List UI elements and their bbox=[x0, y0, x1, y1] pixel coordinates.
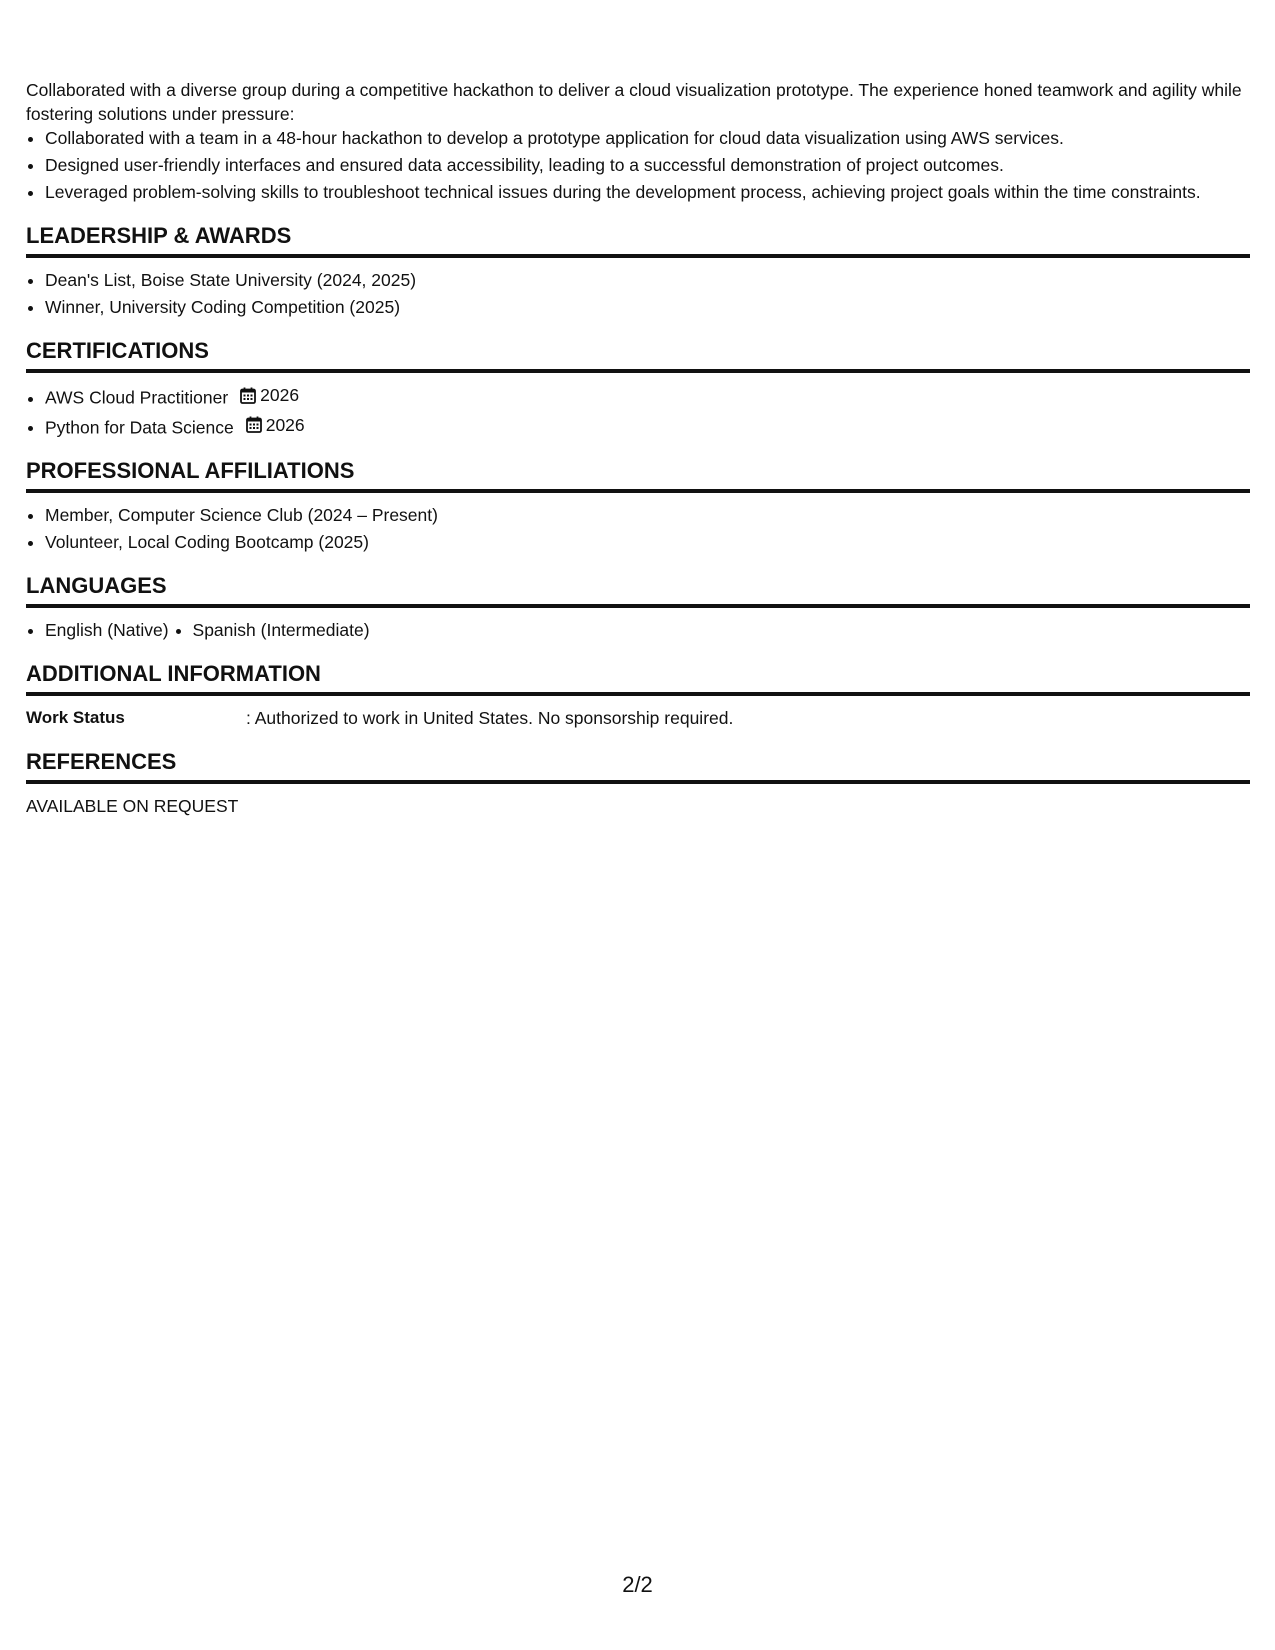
list-item: • Volunteer, Local Coding Bootcamp (2025) bbox=[45, 530, 1250, 554]
list-item bbox=[45, 413, 1250, 440]
list-item: • Collaborated with a team in a 48-hour hackathon to develop a prototype application for cloud data visualization using AWS services. bbox=[45, 126, 1250, 150]
section-title: ADDITIONAL INFORMATION bbox=[26, 660, 1250, 696]
section-title: LANGUAGES bbox=[26, 572, 1250, 608]
certification-year: 2026 bbox=[265, 414, 305, 435]
list-item: • Leveraged problem-solving skills to troubleshoot technical issues during the development process, achieving project goals within the time constraints. bbox=[45, 180, 1250, 204]
list-item bbox=[45, 383, 1250, 410]
section-title: LEADERSHIP & AWARDS bbox=[26, 222, 1250, 258]
leadership-list bbox=[26, 268, 1250, 319]
list-item: • English (Native) bbox=[45, 618, 169, 642]
affiliations-section bbox=[26, 457, 1250, 554]
section-title: REFERENCES bbox=[26, 748, 1250, 784]
list-item: • Designed user-friendly interfaces and ensured data accessibility, leading to a successful demonstration of project outcomes. bbox=[45, 153, 1250, 177]
section-title: CERTIFICATIONS bbox=[26, 337, 1250, 373]
certification-name: AWS Cloud Practitioner bbox=[45, 387, 229, 408]
list-item: • Spanish (Intermediate) bbox=[193, 618, 370, 642]
leadership-section bbox=[26, 222, 1250, 319]
additional-info-section bbox=[26, 660, 1250, 730]
languages-list bbox=[26, 618, 1250, 642]
list-item: • Winner, University Coding Competition (2025) bbox=[45, 295, 1250, 319]
work-status-row bbox=[26, 706, 1250, 730]
certification-date bbox=[246, 413, 305, 437]
page-number: 2/2 bbox=[622, 1572, 653, 1597]
languages-section bbox=[26, 572, 1250, 642]
references-text: AVAILABLE ON REQUEST bbox=[26, 796, 239, 816]
work-status-label: Work Status bbox=[26, 708, 125, 727]
certification-year: 2026 bbox=[260, 385, 300, 405]
resume-page bbox=[26, 78, 1250, 818]
section-title: PROFESSIONAL AFFILIATIONS bbox=[26, 457, 1250, 493]
certification-date bbox=[240, 383, 299, 407]
project-bullets bbox=[26, 126, 1250, 204]
calendar-icon bbox=[240, 387, 256, 404]
certifications-section bbox=[26, 337, 1250, 439]
project-description: Collaborated with a diverse group during a competitive hackathon to deliver a cloud visualization prototype. The experience honed teamwork and agility while fostering solutions under pressure: bbox=[26, 80, 1242, 124]
list-item: • Dean's List, Boise State University (2024, 2025) bbox=[45, 268, 1250, 292]
list-item: • Member, Computer Science Club (2024 – Present) bbox=[45, 503, 1250, 527]
affiliations-list bbox=[26, 503, 1250, 554]
certifications-list bbox=[26, 383, 1250, 439]
work-status-value: : Authorized to work in United States. No sponsorship required. bbox=[246, 708, 734, 728]
references-section bbox=[26, 748, 1250, 818]
certification-name: Python for Data Science bbox=[45, 417, 234, 437]
calendar-icon bbox=[246, 416, 262, 433]
